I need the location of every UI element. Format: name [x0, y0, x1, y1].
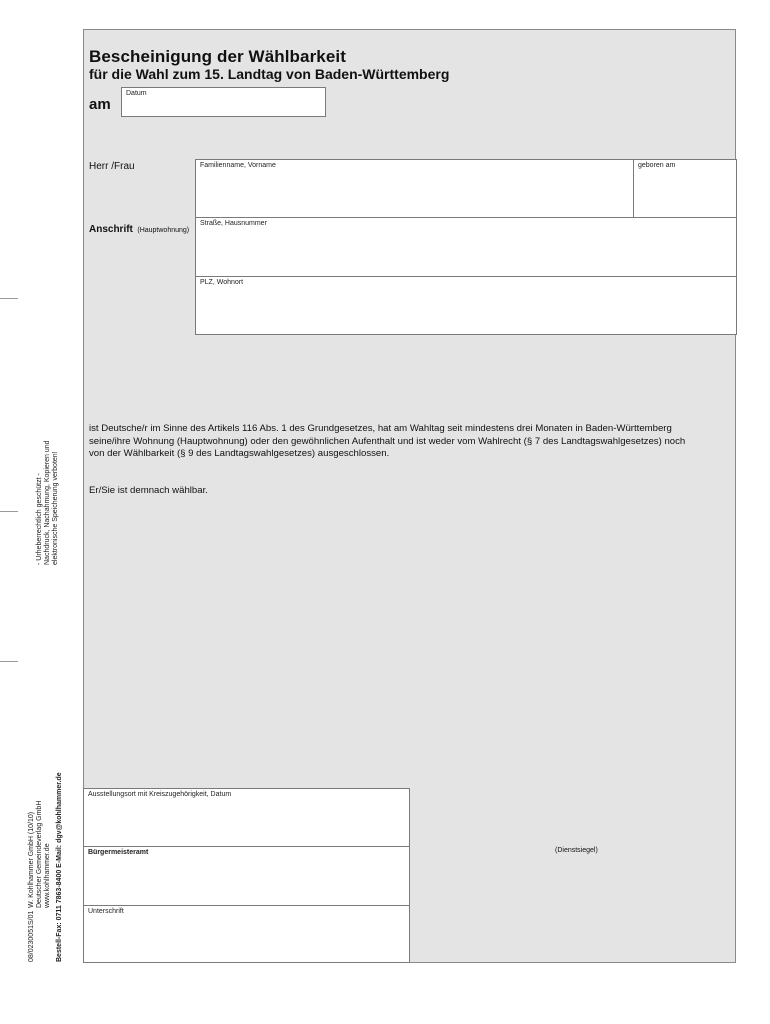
ausstellungsort-field[interactable] [83, 788, 410, 847]
fold-mark-bottom [0, 661, 18, 662]
geboren-field[interactable] [633, 159, 737, 218]
dienstsiegel-label: (Dienstsiegel) [555, 847, 598, 854]
buergermeisteramt-field[interactable] [83, 846, 410, 906]
form-title: Bescheinigung der Wählbarkeit [89, 47, 347, 66]
familienname-field-label: Familienname, Vorname [200, 162, 276, 169]
plz-field-label: PLZ, Wohnort [200, 279, 244, 286]
copyright-note [36, 440, 60, 565]
publisher-info [28, 801, 52, 908]
buergermeisteramt-label: Bürgermeisteramt [88, 849, 149, 856]
herr-frau-label: Herr /Frau [89, 161, 135, 172]
paragraph-line-3: von der Wählbarkeit (§ 9 des Landtagswahlgesetzes) ausgeschlossen. [89, 448, 390, 460]
familienname-field[interactable] [195, 159, 634, 218]
order-number: 08/0230051S/01 [28, 910, 35, 962]
anschrift-sublabel: (Hauptwohnung) [137, 227, 190, 234]
unterschrift-label: Unterschrift [88, 908, 124, 915]
unterschrift-field[interactable] [83, 905, 410, 963]
paragraph-line-2: seine/ihre Wohnung (Hauptwohnung) oder den gewöhnlichen Aufenthalt und ist weder vom Wahlrecht (§ 7 des Landtagswahlgesetzes) noch [89, 435, 686, 447]
geboren-field-label: geboren am [638, 162, 676, 169]
anschrift-label: Anschrift [89, 224, 133, 235]
publisher-line-2: Deutscher Gemeindeverlag GmbH [36, 800, 43, 908]
order-fax-line: Bestell-Fax: 0711 7863-8400 E-Mail: dgv@kohlhammer.de [56, 772, 63, 962]
waehlbar-statement: Er/Sie ist demnach wählbar. [89, 485, 208, 496]
paragraph-line-1: ist Deutsche/r im Sinne des Artikels 116 Abs. 1 des Grundgesetzes, hat am Wahltag seit mindestens drei Monaten in Baden-Württemberg [89, 423, 672, 434]
ausstellungsort-label: Ausstellungsort mit Kreiszugehörigkeit, Datum [88, 791, 232, 798]
am-label: am [89, 96, 111, 113]
copyright-line-2: Nachdruck, Nachahmung, Kopieren und [44, 440, 51, 565]
datum-field-label: Datum [126, 90, 147, 97]
strasse-field-label: Straße, Hausnummer [200, 220, 267, 227]
copyright-line-1: - Urheberrechtlich geschützt - [36, 473, 43, 565]
strasse-field[interactable] [195, 217, 737, 277]
plz-wohnort-field[interactable] [195, 276, 737, 335]
fold-mark-middle [0, 511, 18, 512]
eligibility-paragraph [89, 423, 739, 461]
datum-field[interactable] [121, 87, 326, 117]
fold-mark-top [0, 298, 18, 299]
publisher-line-3: www.kohlhammer.de [44, 843, 51, 908]
copyright-line-3: elektronische Speicherung verboten! [52, 451, 59, 565]
anschrift-label-group [89, 219, 189, 237]
form-subtitle: für die Wahl zum 15. Landtag von Baden-Württemberg [89, 66, 450, 82]
publisher-line-1: W. Kohlhammer GmbH (10/10) [28, 811, 35, 908]
